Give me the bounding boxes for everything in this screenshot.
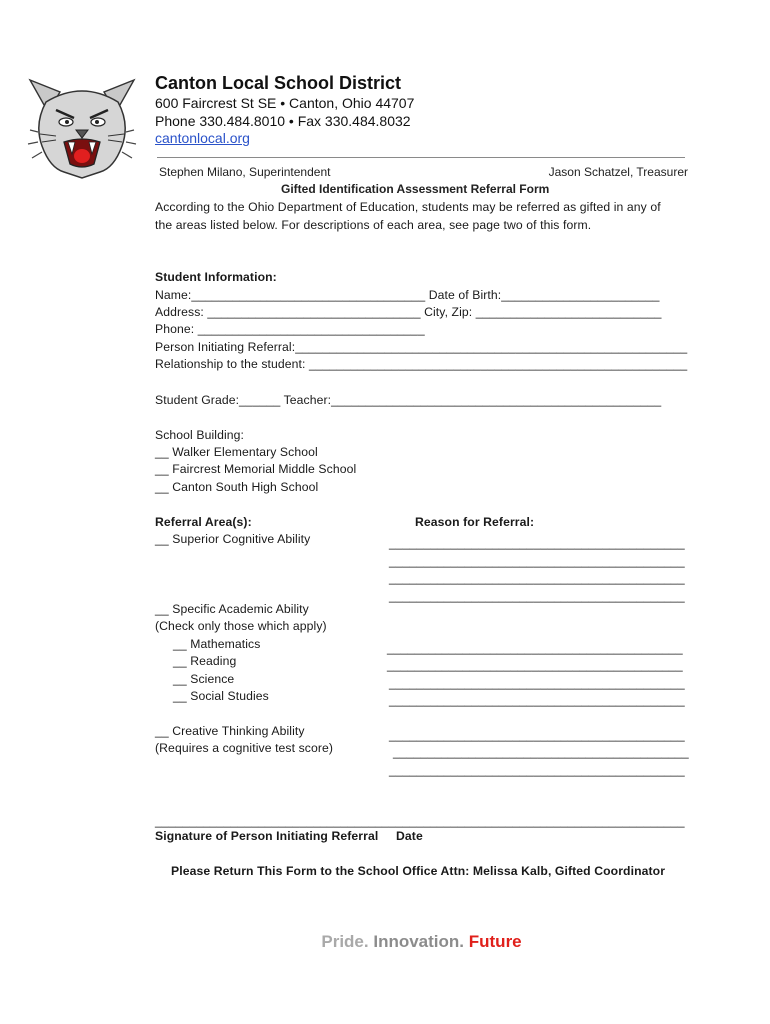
reason-line[interactable]: ___________________________________________ (389, 693, 685, 707)
district-address: 600 Faircrest St SE • Canton, Ohio 44707 (155, 95, 415, 111)
date-label: Date (396, 829, 423, 843)
intro-line-2: the areas listed below. For descriptions of each area, see page two of this form. (155, 218, 592, 232)
relationship-field[interactable]: Relationship to the student: _______________________________________________________ (155, 357, 688, 371)
phone-field[interactable]: Phone: _________________________________ (155, 322, 425, 336)
tagline-separator: . (459, 932, 469, 951)
reason-line[interactable]: ___________________________________________ (387, 658, 683, 672)
creative-note: (Requires a cognitive test score) (155, 741, 334, 755)
district-phone-fax: Phone 330.484.8010 • Fax 330.484.8032 (155, 113, 411, 129)
grade-teacher-field[interactable]: Student Grade:______ Teacher:________________________________________________ (155, 393, 662, 407)
subject-option-social-studies[interactable]: __ Social Studies (173, 689, 269, 703)
reason-line[interactable]: ___________________________________________ (389, 676, 685, 690)
superior-cognitive-option[interactable]: __ Superior Cognitive Ability (155, 532, 311, 546)
intro-line-1: According to the Ohio Department of Education, students may be referred as gifted in any of (155, 200, 661, 214)
signature-label: Signature of Person Initiating Referral (155, 829, 379, 843)
superintendent-name: Stephen Milano, Superintendent (159, 165, 331, 179)
subject-option-science[interactable]: __ Science (173, 672, 235, 686)
specific-academic-option[interactable]: __ Specific Academic Ability (155, 602, 309, 616)
tagline-future: Future (468, 932, 522, 951)
address-city-field[interactable]: Address: _______________________________ City, Zip: ___________________________ (155, 305, 662, 319)
tagline-pride: Pride (321, 932, 364, 951)
treasurer-name: Jason Schatzel, Treasurer (548, 165, 688, 179)
student-info-heading: Student Information: (155, 270, 277, 284)
tagline-innovation: Innovation (373, 932, 460, 951)
school-building-heading: School Building: (155, 428, 245, 442)
school-option-faircrest[interactable]: __ Faircrest Memorial Middle School (155, 462, 357, 476)
district-name: Canton Local School District (155, 73, 402, 93)
subject-option-reading[interactable]: __ Reading (173, 654, 237, 668)
name-dob-field[interactable]: Name:__________________________________ Date of Birth:_______________________ (155, 288, 660, 302)
reason-line[interactable]: ___________________________________________ (389, 536, 685, 550)
creative-thinking-option[interactable]: __ Creative Thinking Ability (155, 724, 305, 738)
check-note: (Check only those which apply) (155, 619, 327, 633)
reason-line[interactable]: ___________________________________________ (389, 728, 685, 742)
reason-line[interactable]: ___________________________________________ (389, 571, 685, 585)
person-initiating-field[interactable]: Person Initiating Referral:_________________________________________________________ (155, 340, 688, 354)
tagline-separator: . (363, 932, 374, 951)
reason-heading: Reason for Referral: (415, 515, 535, 529)
signature-line[interactable]: _____________________________________________________________________________ (155, 814, 685, 828)
referral-areas-heading: Referral Area(s): (155, 515, 252, 529)
reason-line[interactable]: ___________________________________________ (393, 745, 689, 759)
school-option-walker[interactable]: __ Walker Elementary School (155, 445, 318, 459)
reason-line[interactable]: ___________________________________________ (389, 554, 685, 568)
subject-option-mathematics[interactable]: __ Mathematics (173, 637, 261, 651)
reason-line[interactable]: ___________________________________________ (389, 589, 685, 603)
website-link[interactable]: cantonlocal.org (155, 130, 250, 146)
tagline (0, 932, 770, 952)
reason-line[interactable]: ___________________________________________ (389, 763, 685, 777)
header-divider (157, 157, 685, 158)
return-instruction: Please Return This Form to the School Office Attn: Melissa Kalb, Gifted Coordinator (171, 864, 666, 878)
reason-line[interactable]: ___________________________________________ (387, 641, 683, 655)
form-title: Gifted Identification Assessment Referral Form (281, 182, 550, 196)
school-option-canton-south[interactable]: __ Canton South High School (155, 480, 319, 494)
wildcat-logo-icon (26, 72, 138, 180)
